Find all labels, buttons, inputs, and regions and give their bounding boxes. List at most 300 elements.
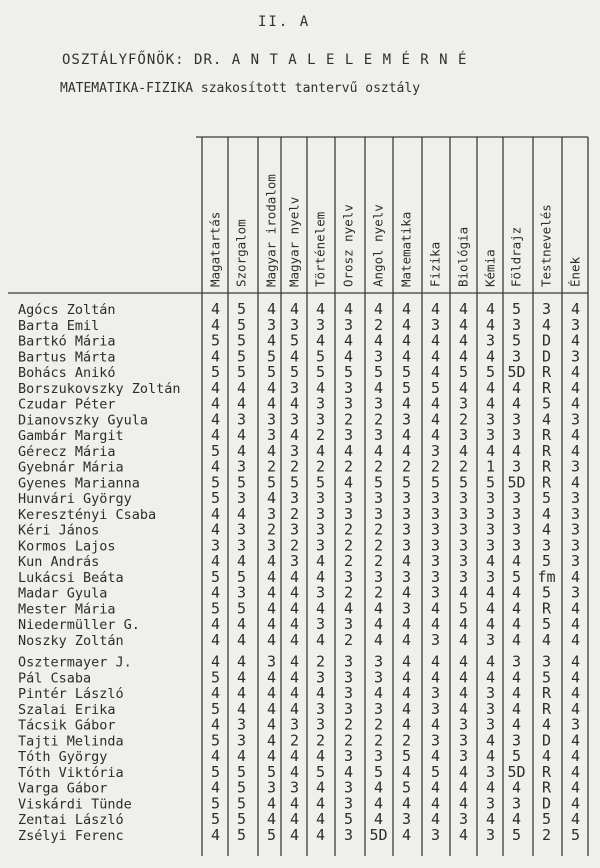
grade-cell: 2 [343,457,354,476]
grade-cell: 2 [343,410,354,429]
grade-cell: 4 [485,552,496,570]
grade-cell: 3 [315,668,326,687]
subject-header: Fizika [427,241,443,287]
grade-cell: 5 [236,567,247,586]
grade-cell: 4 [401,300,412,318]
grade-cell: 5 [236,315,247,334]
student-name: Pál Csaba [18,670,92,687]
student-name: Barta Emil [18,317,100,334]
grade-cell: 3 [485,567,496,586]
grade-cell: 5 [373,363,384,381]
grade-cell: 4 [266,552,277,570]
grade-cell: 3 [430,441,441,460]
grade-cell: 4 [315,441,326,460]
grade-cell: 3 [401,536,412,555]
grade-cell: 4 [430,652,441,671]
grade-cell: 3 [570,504,581,523]
grade-cell: 3 [236,536,247,555]
grade-cell: 3 [430,552,441,570]
grade-cell: 4 [401,315,412,334]
grade-cell: 2 [373,536,384,555]
grade-cell: 3 [343,394,354,413]
grade-cell: 4 [430,715,441,734]
grade-cell: 4 [266,715,277,734]
grade-cell: 4 [430,347,441,366]
grade-cell: 4 [266,489,277,507]
grade-cell: 2 [458,410,469,429]
grade-cell: 4 [570,747,581,765]
grade-cell: 4 [266,794,277,813]
grade-cell: 3 [511,410,522,429]
grade-cell: 5 [458,473,469,492]
subject-header: Ének [567,256,583,287]
grade-cell: 3 [570,457,581,476]
grade-cell: 4 [373,300,384,318]
grade-cell: 5 [236,331,247,350]
grade-cell: R [541,426,552,444]
grade-cell: 3 [485,699,496,718]
grade-cell: 3 [236,520,247,539]
grade-cell: 3 [266,315,277,334]
grade-cell: 3 [485,520,496,539]
grade-cell: 2 [289,457,300,476]
grade-cell: 5 [289,331,300,350]
grade-cell: 4 [430,747,441,765]
grade-cell: 4 [315,378,326,397]
grade-cell: 5 [210,699,221,718]
grade-cell: 4 [458,378,469,397]
grade-cell: 4 [373,684,384,702]
grade-cell: 4 [570,378,581,397]
grade-cell: 4 [315,684,326,702]
subject-header: Magatartás [207,211,223,287]
grade-cell: 4 [289,567,300,586]
grade-cell: 3 [458,731,469,750]
grade-cell: 2 [315,652,326,671]
grade-cell: 4 [210,410,221,429]
grade-cell: 5 [315,363,326,381]
grade-cell: 4 [266,599,277,618]
grade-cell: 3 [430,699,441,718]
grade-cell: 4 [266,567,277,586]
grade-cell: 3 [485,410,496,429]
grade-cell: 1 [485,457,496,476]
subject-header: Magyar nyelv [286,196,302,287]
grade-cell: 4 [289,615,300,633]
grade-cell: 4 [210,378,221,397]
grade-cell: 3 [343,699,354,718]
grade-cell: 4 [458,331,469,350]
grade-cell: 3 [485,426,496,444]
grade-cell: 4 [289,668,300,687]
grade-cell: 4 [210,300,221,318]
grade-cell: 5 [401,473,412,492]
student-name: Zentai László [18,812,124,828]
grade-cell: 4 [430,668,441,687]
grade-cell: 4 [315,810,326,828]
grade-cell: 5 [210,599,221,618]
grade-cell: 4 [236,394,247,413]
grade-cell: 3 [315,715,326,734]
grade-cell: 3 [236,457,247,476]
grade-cell: 4 [541,715,552,734]
grade-cell: 4 [210,457,221,476]
grade-cell: 5 [236,810,247,828]
grade-cell: 3 [343,567,354,586]
grade-cell: 4 [511,394,522,413]
grade-cell: 2 [289,731,300,750]
grade-cell: 2 [458,457,469,476]
grade-cell: 4 [315,599,326,618]
student-name: Gérecz Mária [18,443,116,460]
grade-cell: 5 [210,731,221,750]
grade-cell: 3 [315,615,326,633]
grade-cell: 5 [541,583,552,602]
grade-cell: 4 [373,441,384,460]
grade-cell: 4 [541,315,552,334]
grade-cell: 5D [507,762,526,781]
grade-cell: R [541,762,552,781]
grade-cell: 3 [289,552,300,570]
grade-cell: 5 [236,778,247,797]
student-name: Mester Mária [18,601,116,618]
grade-cell: 4 [570,810,581,828]
grade-cell: 4 [210,347,221,366]
grade-cell: 3 [458,715,469,734]
student-name: Bartus Márta [18,349,116,366]
grade-cell: 5 [266,473,277,492]
grade-cell: 2 [401,457,412,476]
grade-cell: 2 [373,731,384,750]
grade-cell: 3 [458,394,469,413]
grade-cell: 3 [511,315,522,334]
grade-cell: 5 [430,473,441,492]
grade-cell: 4 [458,315,469,334]
grade-cell: 2 [373,457,384,476]
grade-cell: 4 [401,794,412,813]
grade-cell: 4 [541,747,552,765]
grade-cell: 2 [266,457,277,476]
grade-cell: 4 [401,583,412,602]
student-name: Szalai Erika [18,701,116,718]
grade-cell: 3 [315,583,326,602]
grade-cell: 3 [266,778,277,797]
grade-cell: 4 [485,778,496,797]
grade-cell: 4 [511,378,522,397]
grade-cell: 3 [343,778,354,797]
grade-cell: 4 [430,778,441,797]
grade-cell: 4 [485,731,496,750]
grade-cell: 3 [315,520,326,539]
grade-cell: 3 [430,825,441,844]
grade-cell: 3 [511,504,522,523]
grade-cell: 4 [430,394,441,413]
grade-cell: 3 [485,630,496,649]
grade-cell: 5 [373,762,384,781]
grade-cell: 2 [343,583,354,602]
subject-header: Magyar irodalom [263,174,279,287]
grade-cell: 3 [458,489,469,507]
grade-cell: 5 [541,810,552,828]
grade-cell: 4 [458,762,469,781]
grade-cell: 3 [289,520,300,539]
student-name: Noszky Zoltán [18,632,124,649]
grade-cell: 4 [485,599,496,618]
grade-cell: 3 [401,504,412,523]
grade-cell: 4 [373,615,384,633]
grade-cell: 3 [343,315,354,334]
grade-cell: 5 [485,363,496,381]
grade-cell: 3 [430,536,441,555]
grade-cell: 4 [373,630,384,649]
grade-cell: 5 [343,810,354,828]
grade-cell: 4 [401,441,412,460]
grade-cell: 2 [289,504,300,523]
grade-cell: R [541,684,552,702]
grade-cell: 3 [430,684,441,702]
grade-cell: 5 [266,363,277,381]
grade-cell: fm [537,567,556,586]
grade-cell: 4 [485,615,496,633]
grade-cell: 5 [430,762,441,781]
grade-cell: 4 [343,473,354,492]
grade-cell: 4 [210,520,221,539]
grade-cell: 4 [289,426,300,444]
grade-cell: 4 [511,778,522,797]
grade-cell: 4 [485,810,496,828]
grade-cell: 4 [343,441,354,460]
subject-header: Földrajz [508,226,524,287]
grade-cell: 3 [485,331,496,350]
grade-cell: 3 [343,747,354,765]
grade-cell: 3 [315,504,326,523]
grade-cell: 3 [373,394,384,413]
grade-cell: 4 [541,630,552,649]
grade-cell: 4 [210,552,221,570]
grade-cell: 2 [373,715,384,734]
grade-cell: 4 [430,794,441,813]
grade-cell: 4 [210,630,221,649]
grade-cell: 4 [343,347,354,366]
grade-cell: 2 [343,715,354,734]
grade-cell: 4 [485,394,496,413]
grade-cell: 4 [236,652,247,671]
grade-cell: 4 [401,615,412,633]
grade-cell: 4 [210,426,221,444]
grade-cell: 3 [236,583,247,602]
grade-cell: 3 [570,583,581,602]
grade-cell: 4 [210,825,221,844]
student-name: Tácsik Gábor [18,717,116,734]
grade-cell: 3 [289,778,300,797]
grade-cell: 4 [289,394,300,413]
grade-cell: 4 [570,426,581,444]
grade-cell: 5 [511,300,522,318]
grade-cell: 4 [511,583,522,602]
grade-cell: R [541,778,552,797]
grade-cell: 4 [210,394,221,413]
grade-cell: R [541,473,552,492]
grade-cell: 4 [236,684,247,702]
grade-cell: 4 [570,394,581,413]
grade-cell: 4 [511,699,522,718]
grade-cell: 4 [430,410,441,429]
grade-cell: R [541,599,552,618]
grade-cell: 5 [266,347,277,366]
grade-cell: 3 [401,599,412,618]
subject-header: Biológia [455,226,471,287]
grade-cell: 4 [458,794,469,813]
grade-cell: 2 [373,583,384,602]
grade-cell: 4 [373,331,384,350]
grade-cell: 3 [343,684,354,702]
grade-cell: 4 [210,652,221,671]
grade-cell: 5 [401,778,412,797]
grade-cell: 3 [343,426,354,444]
student-name: Osztermayer J. [18,654,132,671]
grade-cell: 3 [236,715,247,734]
subject-header: Matematika [398,211,414,287]
grade-cell: 4 [401,762,412,781]
grade-cell: 4 [570,331,581,350]
grade-cell: 4 [511,615,522,633]
grade-cell: 3 [458,552,469,570]
curriculum-line: MATEMATIKA-FIZIKA szakosított tantervű osztály [60,81,421,96]
grade-cell: 4 [430,810,441,828]
grade-cell: 4 [210,715,221,734]
grade-cell: 3 [343,794,354,813]
grade-cell: 5 [236,347,247,366]
grade-cell: 3 [511,652,522,671]
grade-cell: 3 [343,668,354,687]
grade-cell: 4 [236,699,247,718]
student-name: Dianovszky Gyula [18,412,149,429]
grade-cell: 4 [315,552,326,570]
grade-cell: 5 [458,363,469,381]
grade-cell: 3 [430,315,441,334]
grade-cell: 5 [210,331,221,350]
grade-cell: 2 [401,731,412,750]
grade-cell: 4 [289,684,300,702]
grade-cell: 3 [430,630,441,649]
grade-cell: 4 [401,699,412,718]
grade-cell: 4 [511,684,522,702]
grade-cell: 4 [236,552,247,570]
grade-cell: 5 [541,615,552,633]
grade-cell: 4 [511,441,522,460]
grade-cell: 3 [343,489,354,507]
grade-cell: 4 [570,762,581,781]
grade-cell: 5 [236,794,247,813]
grade-cell: 2 [373,315,384,334]
grade-cell: 5 [430,378,441,397]
teacher-label: OSZTÁLYFŐNÖK: [62,52,185,68]
grade-cell: 4 [485,315,496,334]
grade-cell: 4 [236,668,247,687]
grade-cell: 4 [511,668,522,687]
grade-cell: 3 [289,315,300,334]
grade-cell: 4 [289,599,300,618]
grade-cell: 3 [430,567,441,586]
grade-cell: 4 [458,630,469,649]
grade-cell: 4 [315,567,326,586]
grade-cell: 2 [266,520,277,539]
grade-cell: 3 [541,652,552,671]
grade-cell: 4 [343,300,354,318]
grade-cell: 5 [343,363,354,381]
grade-cell: 4 [266,331,277,350]
grade-cell: D [541,731,552,750]
grade-cell: 3 [485,825,496,844]
grade-cell: 4 [570,794,581,813]
grade-cell: 3 [373,747,384,765]
grade-cell: 4 [266,378,277,397]
grade-cell: 4 [430,300,441,318]
grade-cell: 4 [373,378,384,397]
student-name: Kun András [18,554,100,570]
grade-cell: 4 [266,747,277,765]
grade-cell: 5 [541,394,552,413]
grade-cell: 4 [458,652,469,671]
grade-cell: 4 [401,331,412,350]
grade-cell: 4 [236,441,247,460]
grade-cell: 4 [266,810,277,828]
grade-cell: 5 [236,762,247,781]
grade-cell: 5 [485,473,496,492]
grade-cell: 3 [511,457,522,476]
grade-cell: 4 [289,300,300,318]
subject-header: Orosz nyelv [340,204,356,287]
grade-cell: 4 [289,794,300,813]
grade-cell: 4 [401,715,412,734]
student-name: Kormos Lajos [18,538,116,555]
grade-cell: 3 [315,699,326,718]
grade-cell: 4 [430,363,441,381]
grade-cell: 4 [315,630,326,649]
grade-cell: 4 [485,652,496,671]
grade-cell: 4 [511,810,522,828]
grade-cell: 5 [289,473,300,492]
grade-cell: 4 [458,441,469,460]
grade-cell: 4 [485,441,496,460]
grade-cell: 5 [570,825,581,844]
grade-cell: 3 [541,300,552,318]
grade-cell: 5 [236,363,247,381]
grade-cell: 5 [236,473,247,492]
student-name: Czudar Péter [18,396,116,413]
grade-cell: 5 [210,441,221,460]
grade-cell: 2 [343,552,354,570]
grade-cell: 3 [485,504,496,523]
subject-header: Kémia [482,249,498,287]
grade-cell: 4 [570,684,581,702]
subject-header: Testnevelés [538,204,554,287]
student-name: Bohács Anikó [18,365,116,381]
grade-cell: 4 [570,630,581,649]
grade-cell: 3 [401,520,412,539]
grade-cell: 4 [266,668,277,687]
grade-cell: 2 [343,536,354,555]
grade-cell: 3 [373,504,384,523]
grade-cell: 4 [266,300,277,318]
grade-cell: 4 [458,699,469,718]
grade-cell: 4 [541,520,552,539]
grade-cell: 4 [236,504,247,523]
grade-cell: 4 [541,410,552,429]
grade-cell: 5 [210,668,221,687]
grade-cell: 3 [485,536,496,555]
grade-cell: 4 [570,668,581,687]
